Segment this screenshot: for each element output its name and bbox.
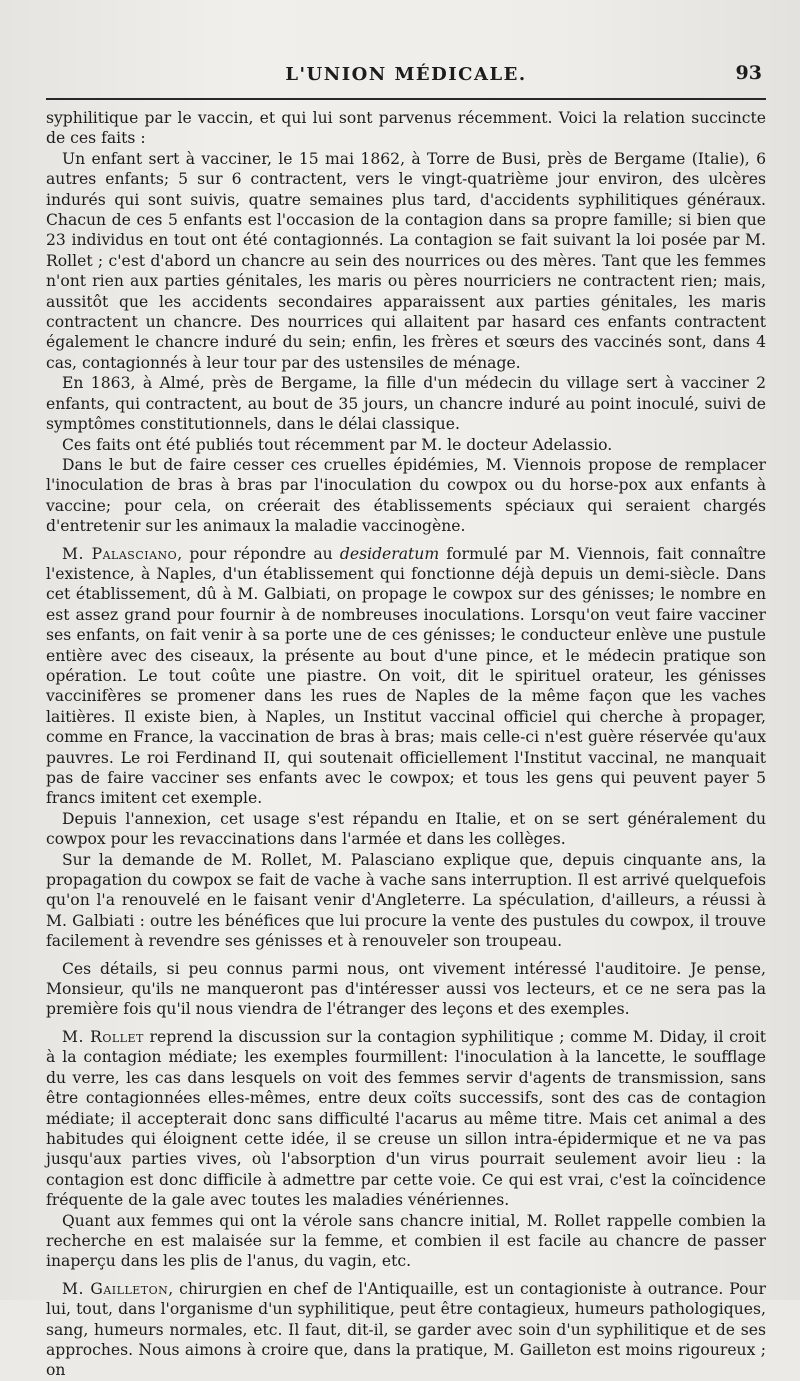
paragraph-propagation: Sur la demande de M. Rollet, M. Palasciano explique que, depuis cinquante ans, la propagation du cowpox se fait de vache à vache sans interruption. Il est arrivé quelquefois qu'on l'a renouvelé en le faisant venir d'Angleterre. La spéculation, d'ailleurs, a réussi à M. Galbiati : outre les bénéfices que lui procure la vente des pustules du cowpox, il trouve facilement à revendre ses génisses et à renouveler son troupeau.: [46, 850, 766, 951]
paragraph-viennois-proposal: Dans le but de faire cesser ces cruelles épidémies, M. Viennois propose de remplacer l'inoculation de bras à bras par l'inoculation du cowpox ou du horse-pox aux enfants à vaccine; pour cela, on créerait des établissements spéciaux qui seraient chargés d'entretenir sur les animaux la maladie vaccinogène.: [46, 455, 766, 536]
paragraph-annexion: Depuis l'annexion, cet usage s'est répandu en Italie, et on se sert généralement du cowpox pour les revaccinations dans l'armée et dans les collèges.: [46, 809, 766, 849]
paragraph-torre-de-busi-case: Un enfant sert à vacciner, le 15 mai 1862, à Torre de Busi, près de Bergame (Italie), 6 autres enfants; 5 sur 6 contractent, vers le vingt-quatrième jour environ, des ulcères indurés qui sont suivis, quatre semaines plus tard, d'accidents syphilitiques généraux. Chacun de ces 5 enfants est l'occasion de la contagion dans sa propre famille; si bien que 23 individus en tout ont été contagionnés. La contagion se fait suivant la loi posée par M. Rollet ; c'est d'abord un chancre au sein des nourrices ou des mères. Tant que les femmes n'ont rien aux parties génitales, les maris ou pères nourriciers ne contractent rien; mais, aussitôt que les accidents secondaires apparaissent aux parties génitales, les maris contractent un chancre. Des nourrices qui allaitent par hasard ces enfants contractent également le chancre induré du sein; enfin, les frères et sœurs des vaccinés sont, dans 4 cas, contagionnés à leur tour par des ustensiles de ménage.: [46, 149, 766, 372]
italic-term: desideratum: [339, 544, 440, 563]
header-rule: [46, 98, 766, 100]
paragraph-femmes: Quant aux femmes qui ont la vérole sans chancre initial, M. Rollet rappelle combien la recherche en est malaisée sur la femme, et combien il est facile au chancre de passer inaperçu dans les plis de l'anus, du vagin, etc.: [46, 1211, 766, 1271]
running-title: L'UNION MÉDICALE.: [285, 64, 527, 85]
paragraph-rollet: M. Rollet reprend la discussion sur la contagion syphilitique ; comme M. Diday, il croit à la contagion médiate; les exemples fourmillent: l'inoculation à la lancette, le soufflage du verre, les cas dans lesquels on voit des femmes servir d'agents de transmission, sans être contagionnées elles-mêmes, entre deux coïts successifs, sont des cas de contagion médiate; il accepterait donc sans difficulté l'acarus au même titre. Mais cet animal a des habitudes qui éloignent cette idée, il se creuse un sillon intra-épidermique et ne va pas jusqu'aux parties vives, où l'absorption d'un virus pourrait seulement avoir lieu : la contagion est donc difficile à admettre par cette voie. Ce qui est vrai, c'est la coïncidence fréquente de la gale avec toutes les maladies vénériennes.: [46, 1027, 766, 1210]
paragraph-auditoire: Ces détails, si peu connus parmi nous, ont vivement intéressé l'auditoire. Je pense, Monsieur, qu'ils ne manqueront pas d'intéresser aussi vos lecteurs, et ce ne sera pas la première fois qu'il nous viendra de l'étranger des leçons et des exemples.: [46, 959, 766, 1019]
speaker-name: M. Palasciano: [62, 544, 178, 563]
page-number: 93: [735, 62, 762, 84]
running-head: [46, 64, 766, 90]
speaker-name: M. Rollet: [62, 1027, 144, 1046]
paragraph-gailleton: M. Gailleton, chirurgien en chef de l'Antiquaille, est un contagioniste à outrance. Pour lui, tout, dans l'organisme d'un syphilitique, peut être contagieux, humeurs pathologiques, sang, humeurs normales, etc. Il faut, dit-il, se garder avec soin d'un syphilitique et de ses approches. Nous aimons à croire que, dans la pratique, M. Gailleton est moins rigoureux ; on: [46, 1279, 766, 1380]
paragraph-alme-case: En 1863, à Almé, près de Bergame, la fille d'un médecin du village sert à vacciner 2 enfants, qui contractent, au bout de 35 jours, un chancre induré au point inoculé, suivi de symptômes constitutionnels, dans le délai classique.: [46, 374, 766, 434]
paragraph-palasciano: M. Palasciano, pour répondre au desideratum formulé par M. Viennois, fait connaître l'existence, à Naples, d'un établissement qui fonctionne déjà depuis un demi-siècle. Dans cet établissement, dû à M. Galbiati, on propage le cowpox sur des génisses; le nombre en est assez grand pour fournir à de nombreuses inoculations. Lorsqu'on veut faire vacciner ses enfants, on fait venir à sa porte une de ces génisses; le conducteur enlève une pustule entière avec des ciseaux, la présente au bout d'une pince, et le médecin pratique son opération. Le tout coûte une piastre. On voit, dit le spirituel orateur, les génisses vaccinifères se promener dans les rues de Naples de la même façon que les vaches laitières. Il existe bien, à Naples, un Institut vaccinal officiel qui cherche à propager, comme en France, la vaccination de bras à bras; mais celle-ci n'est guère réservée qu'aux pauvres. Le roi Ferdinand II, qui soutenait officiellement l'Institut vaccinal, ne manquait pas de faire vacciner ses enfants avec le cowpox; et tous les gens qui peuvent payer 5 francs imitent cet exemple.: [46, 544, 766, 808]
speaker-name: M. Gailleton: [62, 1279, 169, 1298]
article-body: [46, 108, 766, 1381]
paragraph-continuation: syphilitique par le vaccin, et qui lui sont parvenus récemment. Voici la relation succincte de ces faits :: [46, 109, 766, 148]
paragraph-adelassio: Ces faits ont été publiés tout récemment par M. le docteur Adelassio.: [62, 435, 613, 454]
